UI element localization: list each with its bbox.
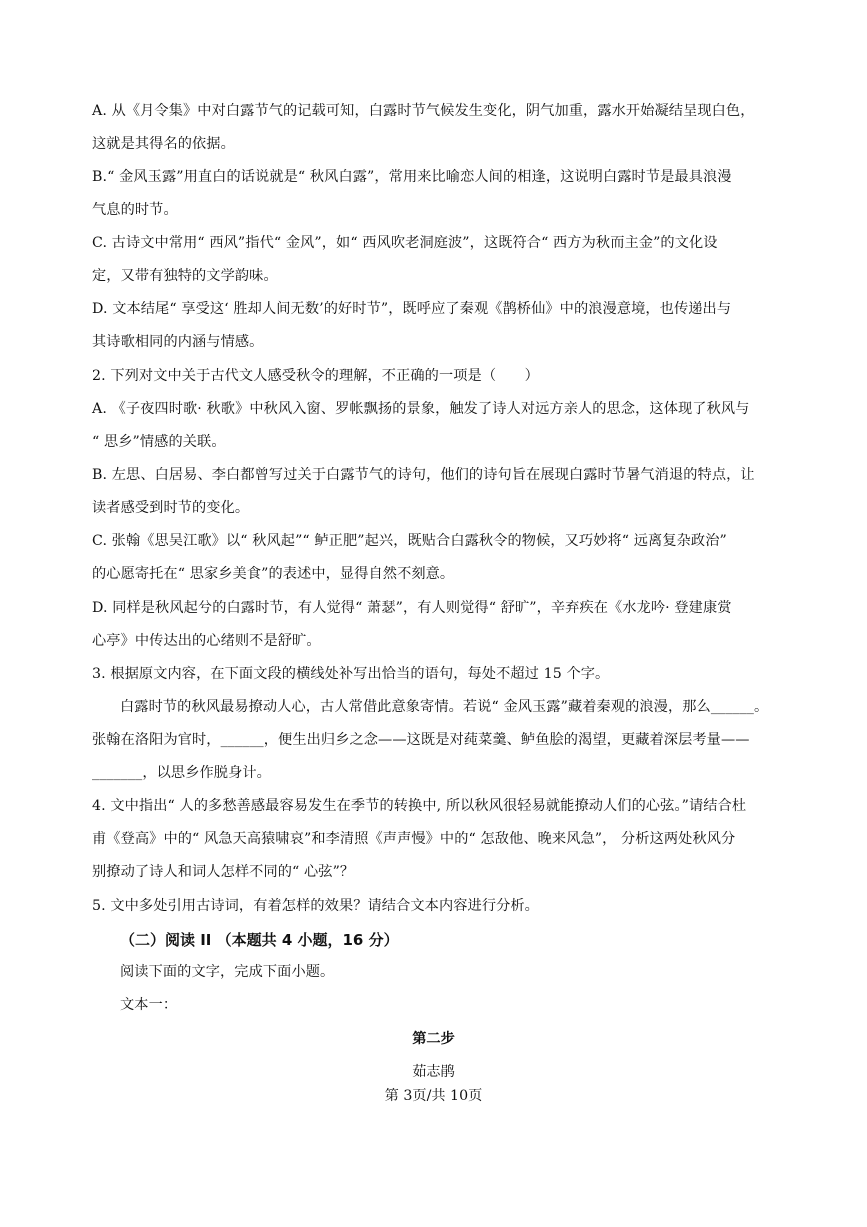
q5-stem: 5. 文中多处引用古诗词，有着怎样的效果？请结合文本内容进行分析。 — [92, 898, 539, 914]
q2-option-d-line1: D. 同样是秋风起兮的白露时节，有人觉得“ 萧瑟”，有人则觉得“ 舒旷”，辛弃疾在《水龙吟· 登建康赏 — [92, 600, 732, 616]
q2-option-b-line1: B. 左思、白居易、李白都曾写过关于白露节气的诗句，他们的诗句旨在展现白露时节暑气消退的特点，让 — [92, 467, 755, 483]
q1-option-d-line2: 其诗歌相同的内涵与情感。 — [92, 334, 264, 350]
q2-option-a-line2: “ 思乡”情感的关联。 — [92, 434, 226, 450]
q1-option-b-line2: 气息的时节。 — [92, 202, 178, 218]
q2-option-a-line1: A. 《子夜四时歌· 秋歌》中秋风入窗、罗帐飘扬的景象，触发了诗人对远方亲人的思念，这体现了秋风与 — [92, 401, 750, 417]
passage-author: 茹志鹃 — [412, 1064, 455, 1080]
q4-line1: 4. 文中指出“ 人的多愁善感最容易发生在季节的转换中, 所以秋风很轻易就能撩动人们的心弦。”请结合杜 — [92, 798, 747, 814]
q3-stem: 3. 根据原文内容，在下面文段的横线处补写出恰当的语句，每处不超过 15 个字。 — [92, 666, 610, 682]
q1-option-c-line2: 定，又带有独特的文学韵味。 — [92, 268, 278, 284]
q1-option-a-line1: A. 从《月令集》中对白露节气的记载可知，白露时节气候发生变化，阴气加重，露水开始凝结呈现白色， — [92, 103, 755, 119]
section-instruction: 阅读下面的文字，完成下面小题。 — [120, 964, 335, 980]
q3-paragraph-line2: 张翰在洛阳为官时，______，便生出归乡之念——这既是对莼菜羹、鲈鱼脍的渴望，更藏着深层考量—— — [92, 732, 750, 748]
q2-option-d-line2: 心亭》中传达出的心绪则不是舒旷。 — [92, 633, 321, 649]
q2-option-c-line1: C. 张翰《思吴江歌》以“ 秋风起”“ 鲈正肥”起兴，既贴合白露秋令的物候，又巧妙将“ 远离复杂政治” — [92, 533, 727, 549]
q4-line2: 甫《登高》中的“ 风急天高猿啸哀”和李清照《声声慢》中的“ 怎敌他、晚来风急”， 分析这两处秋风分 — [92, 831, 736, 847]
q2-stem: 2. 下列对文中关于古代文人感受秋令的理解，不正确的一项是（ ） — [92, 368, 539, 384]
q2-option-b-line2: 读者感受到时节的变化。 — [92, 500, 250, 516]
q3-paragraph-line3: _______，以思乡作脱身计。 — [92, 765, 271, 781]
q4-line3: 别撩动了诗人和词人怎样不同的“ 心弦”？ — [92, 864, 355, 880]
q1-option-d-line1: D. 文本结尾“ 享受这‘ 胜却人间无数’的好时节”，既呼应了秦观《鹊桥仙》中的浪漫意境，也传递出与 — [92, 301, 732, 317]
text-label: 文本一： — [120, 997, 178, 1013]
q2-option-c-line2: 的心愿寄托在“ 思家乡美食”的表述中，显得自然不刻意。 — [92, 566, 455, 582]
section-heading: （二）阅读 II （本题共 4 小题，16 分） — [120, 931, 399, 949]
q1-option-a-line2: 这就是其得名的依据。 — [92, 136, 235, 152]
q1-option-b-line1: B.“ 金风玉露”用直白的话说就是“ 秋风白露”，常用来比喻恋人间的相逢，这说明白露时节是最具浪漫 — [92, 169, 732, 185]
q1-option-c-line1: C. 古诗文中常用“ 西风”指代“ 金风”，如“ 西风吹老洞庭波”，这既符合“ 西方为秋而主金”的文化设 — [92, 235, 718, 251]
passage-title: 第二步 — [412, 1031, 455, 1047]
page-number: 第 3页/共 10页 — [384, 1088, 483, 1104]
q3-paragraph-line1: 白露时节的秋风最易撩动人心，古人常借此意象寄情。若说“ 金风玉露”藏着秦观的浪漫，那么______。 — [120, 699, 769, 715]
